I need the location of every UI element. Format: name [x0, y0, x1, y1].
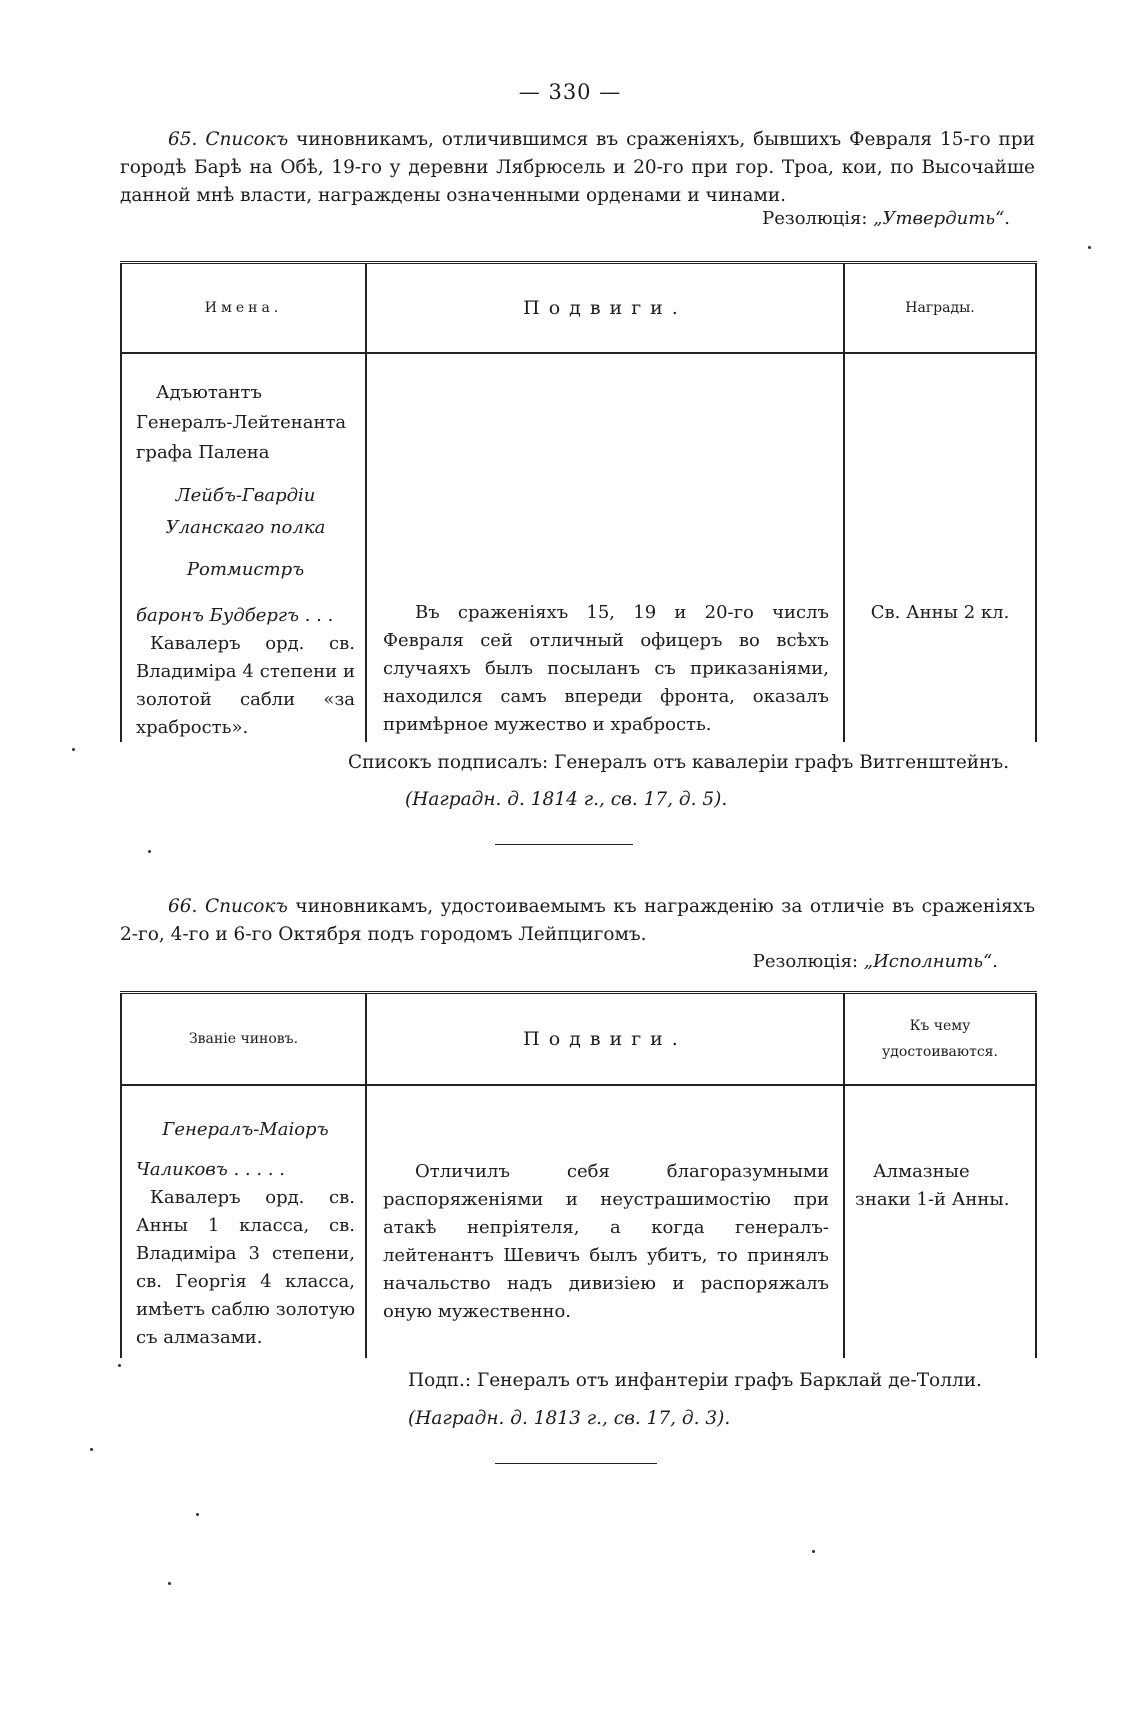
entry-66-signature: Подп.: Генералъ отъ инфантеріи графъ Барклай де-Толли. [408, 1370, 982, 1391]
entry-66-header-awards: Къ чему удостоиваются. [844, 993, 1036, 1085]
entry-65-deed: Въ сраженіяхъ 15, 19 и 20-го числъ Февраля сей отличный офицеръ во всѣхъ случаяхъ былъ посыланъ съ приказаніями, находился самъ впереди фронта, оказалъ примѣрное мужество и храбрость. [383, 601, 829, 735]
scan-speck [168, 1582, 171, 1585]
entry-66-award: Алмазные знаки 1-й Анны. [855, 1160, 1010, 1210]
entry-66-paragraph [120, 893, 1035, 949]
entry-66-name-line-2: Чаликовъ . . . . . [136, 1158, 285, 1180]
entry-65-table [120, 261, 1037, 742]
entry-66-resolution-value: „Исполнить“. [863, 951, 998, 972]
entry-65-signature: Списокъ подписалъ: Генералъ отъ кавалеріи графъ Витгенштейнъ. [348, 752, 1010, 773]
entry-66-resolution-label: Резолюція: [752, 951, 859, 972]
entry-65-name-line-2: Лейбъ-Гвардіи Уланскаго полка [165, 484, 326, 538]
entry-65-header-names: Имена. [121, 263, 366, 353]
entry-66-resolution [753, 951, 998, 972]
entry-65-award: Св. Анны 2 кл. [870, 601, 1010, 623]
entry-66-awards-cell [844, 1085, 1036, 1358]
scan-speck [72, 748, 75, 751]
entry-65-awards-cell [844, 353, 1036, 742]
entry-66-deeds-cell [366, 1085, 844, 1358]
entry-66-lead: Списокъ [204, 896, 288, 917]
entry-66-data-row [121, 1085, 1036, 1358]
scan-speck [118, 1364, 121, 1367]
scan-speck [148, 850, 151, 853]
entry-65-reference: (Наградн. д. 1814 г., св. 17, д. 5). [405, 789, 728, 810]
separator-rule-2 [495, 1463, 657, 1464]
page-number: — 330 — [518, 80, 622, 104]
entry-65-lead: Списокъ [205, 129, 289, 150]
entry-66-deed: Отличилъ себя благоразумными распоряженіями и неустрашимостію при атакѣ непріятеля, а когда генералъ-лейтенантъ Шевичъ былъ убитъ, то принялъ начальство надъ дивизіею и распоряжалъ оную мужественно. [383, 1160, 829, 1322]
entry-66-header-row [121, 993, 1036, 1085]
entry-65-header-row [121, 263, 1036, 353]
entry-65-header-awards: Награды. [844, 263, 1036, 353]
scan-speck [812, 1550, 815, 1553]
entry-66-name-line-3: Кавалеръ орд. св. Анны 1 класса, св. Владиміра 3 степени, св. Георгія 4 класса, имѣетъ саблю золотую съ алмазами. [136, 1186, 355, 1348]
entry-66-ranks-cell [121, 1085, 366, 1358]
entry-65-name-line-3: Ротмистръ [186, 558, 305, 580]
entry-66-header-deeds: Подвиги. [366, 993, 844, 1085]
entry-65-resolution [762, 208, 1010, 229]
entry-65-data-row [121, 353, 1036, 742]
entry-65-number: 65. [168, 129, 198, 150]
separator-rule-1 [495, 844, 633, 845]
entry-65-name-line-5: Кавалеръ орд. св. Владиміра 4 степени и золотой сабли «за храбрость». [136, 632, 355, 738]
scan-speck [1088, 246, 1091, 249]
entry-65-paragraph [120, 126, 1035, 210]
entry-65-text: чиновникамъ, отличившимся въ сраженіяхъ, бывшихъ Февраля 15-го при городѣ Барѣ на Обѣ, 19-го у деревни Лябрюсель и 20-го при гор. Троа, кои, по Высочайше данной мнѣ власти, награждены означенными орденами и чинами. [120, 129, 1036, 206]
entry-66-header-ranks: Званіе чиновъ. [121, 993, 366, 1085]
entry-66-number: 66. [168, 896, 198, 917]
entry-65-deeds-cell [366, 353, 844, 742]
scan-speck [196, 1513, 199, 1516]
entry-66-text: чиновникамъ, удостоиваемымъ къ награжденію за отличіе въ сраженіяхъ 2-го, 4-го и 6-го Октября подъ городомъ Лейпцигомъ. [120, 896, 1036, 945]
entry-66-table [120, 991, 1037, 1358]
entry-66-reference: (Наградн. д. 1813 г., св. 17, д. 3). [408, 1408, 731, 1429]
entry-65-resolution-value: „Утвердить“. [873, 208, 1010, 229]
entry-65-names-cell [121, 353, 366, 742]
scan-speck [90, 1448, 93, 1451]
entry-65-name-line-1: Адъютантъ Генералъ-Лейтенанта графа Палена [136, 381, 347, 463]
entry-65-header-deeds: Подвиги. [366, 263, 844, 353]
entry-66-name-line-1: Генералъ-Маіоръ [162, 1118, 329, 1140]
entry-65-resolution-label: Резолюція: [762, 208, 868, 229]
entry-65-name-line-4: баронъ Будбергъ . . . [136, 604, 334, 626]
